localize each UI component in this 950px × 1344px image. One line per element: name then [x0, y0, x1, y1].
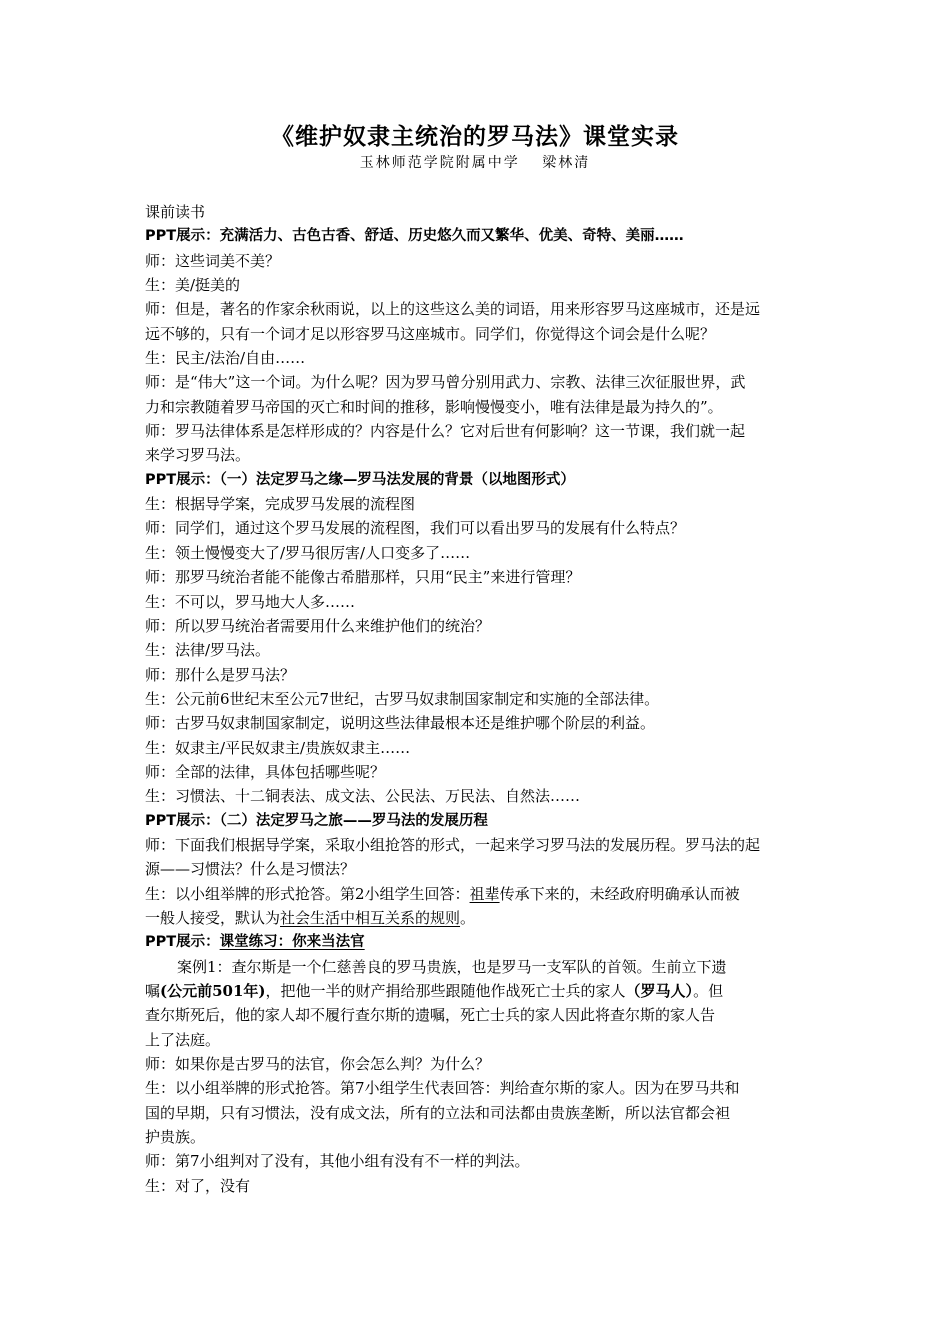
document-subtitle: 玉林师范学院附属中学 梁林清	[359, 155, 591, 171]
teacher-line: 师：是“伟大”这一个词。为什么呢？因为罗马曾分别用武力、宗教、法律三次征服世界，武	[145, 373, 746, 392]
text-line: 远不够的，只有一个词才足以形容罗马这座城市。同学们，你觉得这个词会是什么呢？	[145, 324, 716, 343]
teacher-line: 师：但是，著名的作家余秋雨说，以上的这些这么美的词语，用来形容罗马这座城市，还是远	[145, 300, 761, 319]
teacher-line: 师：这些词美不美？	[145, 251, 281, 270]
teacher-line: 师：罗马法律体系是怎样形成的？内容是什么？它对后世有何影响？这一节课，我们就一起	[145, 422, 746, 441]
teacher-line: 师：古罗马奴隶制国家制定，说明这些法律最根本还是维护哪个阶层的利益。	[145, 714, 656, 733]
teacher-line: 师：那罗马统治者能不能像古希腊那样，只用“民主”来进行管理？	[145, 568, 581, 587]
text-line: 课前读书	[145, 203, 206, 221]
text-line: 一般人接受，默认为社会生活中相互关系的规则。	[145, 908, 476, 927]
student-line: 生：根据导学案，完成罗马发展的流程图	[145, 495, 416, 514]
student-line: 生：公元前6世纪末至公元7世纪，古罗马奴隶制国家制定和实施的全部法律。	[145, 689, 660, 708]
exercise-title: 课堂练习：你来当法官	[219, 934, 365, 951]
student-line: 生：习惯法、十二铜表法、成文法、公民法、万民法、自然法……	[145, 787, 581, 806]
student-line: 生：以小组举牌的形式抢答。第2小组学生回答：祖辈传承下来的，未经政府明确承认而被	[145, 884, 740, 903]
teacher-line: 师：同学们，通过这个罗马发展的流程图，我们可以看出罗马的发展有什么特点？	[145, 519, 686, 538]
student-line: 生：领土慢慢变大了/罗马很厉害/人口变多了……	[145, 543, 471, 562]
bold-note: （罗马人）	[625, 982, 694, 1000]
document-body	[145, 200, 810, 1198]
document-title: 《维护奴隶主统治的罗马法》课堂实录	[271, 123, 679, 150]
student-line: 生：不可以，罗马地大人多……	[145, 592, 356, 611]
teacher-line: 师：全部的法律，具体包括哪些呢？	[145, 762, 386, 781]
teacher-line: 师：所以罗马统治者需要用什么来维护他们的统治？	[145, 616, 491, 635]
text-line: 嘱(公元前501年)，把他一半的财产捐给那些跟随他作战死亡士兵的家人（罗马人）。但	[145, 982, 724, 1000]
student-line: 生：以小组举牌的形式抢答。第7小组学生代表回答：判给查尔斯的家人。因为在罗马共和	[145, 1079, 740, 1098]
ppt-heading: PPT展示：充满活力、古色古香、舒适、历史悠久而又繁华、优美、奇特、美丽……	[145, 228, 684, 245]
text-line: 源——习惯法？什么是习惯法？	[145, 860, 356, 879]
ppt-heading: PPT展示：（二）法定罗马之旅——罗马法的发展历程	[145, 812, 488, 829]
text-line: 来学习罗马法。	[145, 446, 251, 465]
student-line: 生：法律/罗马法。	[145, 641, 271, 660]
text-line: 力和宗教随着罗马帝国的灭亡和时间的推移，影响慢慢变小，唯有法律是最为持久的”。	[145, 397, 723, 416]
underlined-term: 祖辈	[469, 884, 500, 903]
student-line: 生：民主/法治/自由……	[145, 349, 306, 368]
student-line: 生：奴隶主/平民奴隶主/贵族奴隶主……	[145, 738, 411, 757]
bold-date: (公元前501年)	[160, 982, 266, 1000]
student-line: 生：美/挺美的	[145, 276, 241, 295]
ppt-heading: PPT展示：课堂练习：你来当法官	[145, 934, 365, 951]
text-line: 国的早期，只有习惯法，没有成文法，所有的立法和司法都由贵族垄断，所以法官都会袒	[145, 1103, 731, 1122]
teacher-line: 师：下面我们根据导学案，采取小组抢答的形式，一起来学习罗马法的发展历程。罗马法的起	[145, 835, 761, 854]
student-line: 生：对了，没有	[145, 1176, 251, 1195]
text-line: 上了法庭。	[145, 1030, 221, 1049]
ppt-heading: PPT展示：（一）法定罗马之缘—罗马法发展的背景（以地图形式）	[145, 471, 575, 488]
teacher-line: 师：如果你是古罗马的法官，你会怎么判？为什么？	[145, 1055, 491, 1074]
underlined-term: 社会生活中相互关系的规则	[280, 908, 461, 927]
teacher-line: 师：第7小组判对了没有，其他小组有没有不一样的判法。	[145, 1152, 530, 1171]
text-line: 查尔斯死后，他的家人却不履行查尔斯的遗嘱，死亡士兵的家人因此将查尔斯的家人告	[145, 1006, 716, 1025]
text-line: 护贵族。	[145, 1128, 206, 1147]
teacher-line: 师：那什么是罗马法？	[145, 665, 296, 684]
case-paragraph: 案例1：查尔斯是一个仁慈善良的罗马贵族，也是罗马一支军队的首领。生前立下遗	[177, 957, 727, 976]
